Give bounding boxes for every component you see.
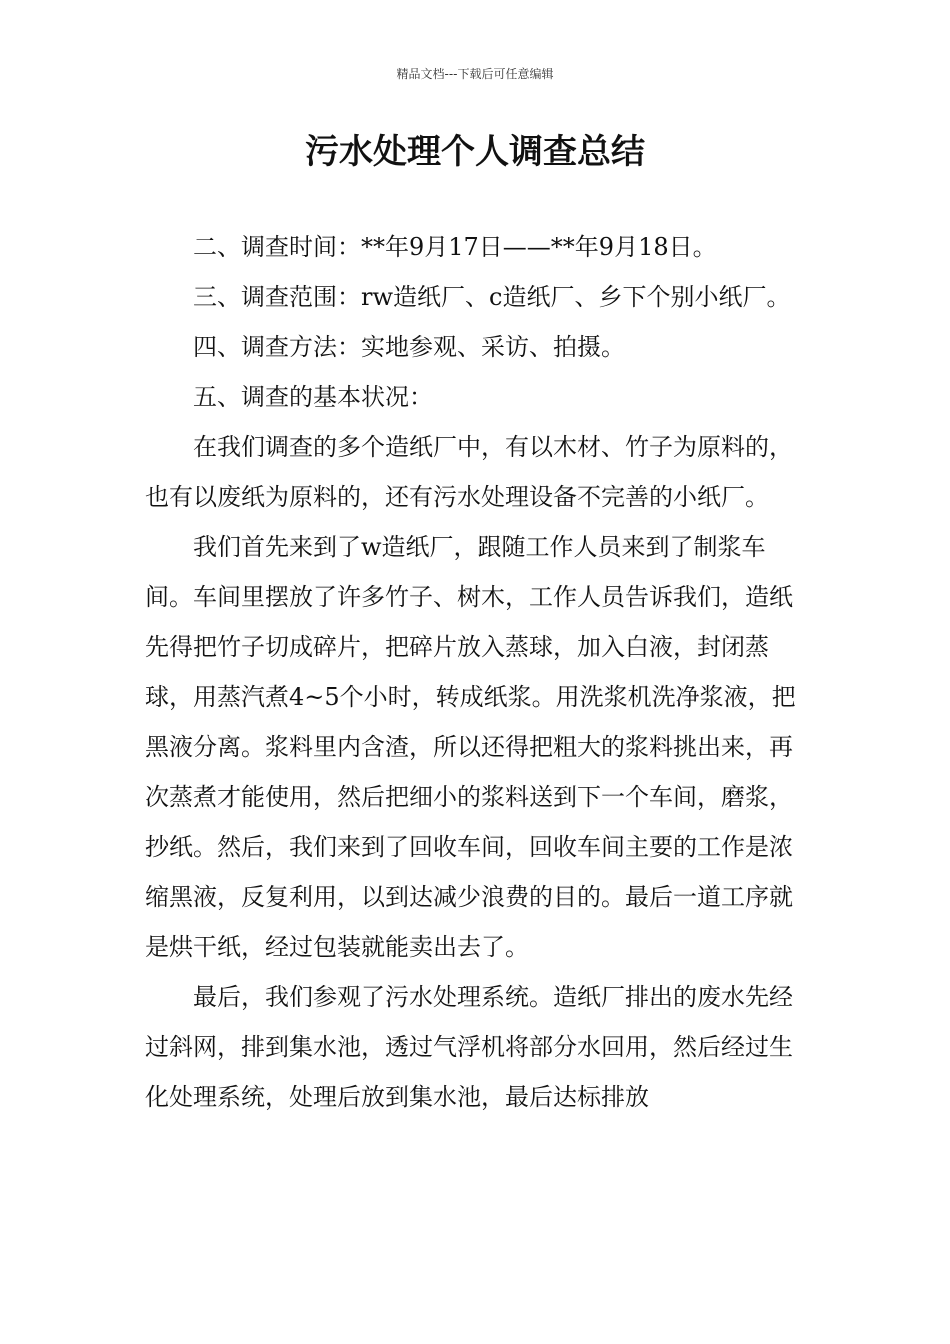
document-body	[145, 222, 810, 1122]
header-note: 精品文档---下载后可任意编辑	[396, 67, 554, 81]
paragraph-paper-mills-overview: 在我们调查的多个造纸厂中，有以木材、竹子为原料的，也有以废纸为原料的，还有污水处理设备不完善的小纸厂。	[145, 433, 793, 511]
paragraph-survey-time: 二、调查时间：**年9月17日——**年9月18日。	[193, 233, 717, 261]
document-title: 污水处理个人调查总结	[305, 132, 645, 172]
paragraph-basic-situation-heading: 五、调查的基本状况：	[193, 383, 433, 411]
paragraph-wastewater-system: 最后，我们参观了污水处理系统。造纸厂排出的废水先经过斜网，排到集水池，透过气浮机将部分水回用，然后经过生化处理系统，处理后放到集水池，最后达标排放	[145, 983, 793, 1111]
paragraph-survey-method: 四、调查方法：实地参观、采访、拍摄。	[193, 333, 625, 361]
paragraph-pulping-process: 我们首先来到了w造纸厂，跟随工作人员来到了制浆车间。车间里摆放了许多竹子、树木，工作人员告诉我们，造纸先得把竹子切成碎片，把碎片放入蒸球，加入白液，封闭蒸球，用蒸汽煮4~5个小时，转成纸浆。用洗浆机洗净浆液，把黑液分离。浆料里内含渣，所以还得把粗大的浆料挑出来，再次蒸煮才能使用，然后把细小的浆料送到下一个车间，磨浆，抄纸。然后，我们来到了回收车间，回收车间主要的工作是浓缩黑液，反复利用，以到达减少浪费的目的。最后一道工序就是烘干纸，经过包装就能卖出去了。	[145, 533, 796, 961]
paragraph-survey-scope: 三、调查范围：rw造纸厂、c造纸厂、乡下个别小纸厂。	[193, 283, 791, 311]
